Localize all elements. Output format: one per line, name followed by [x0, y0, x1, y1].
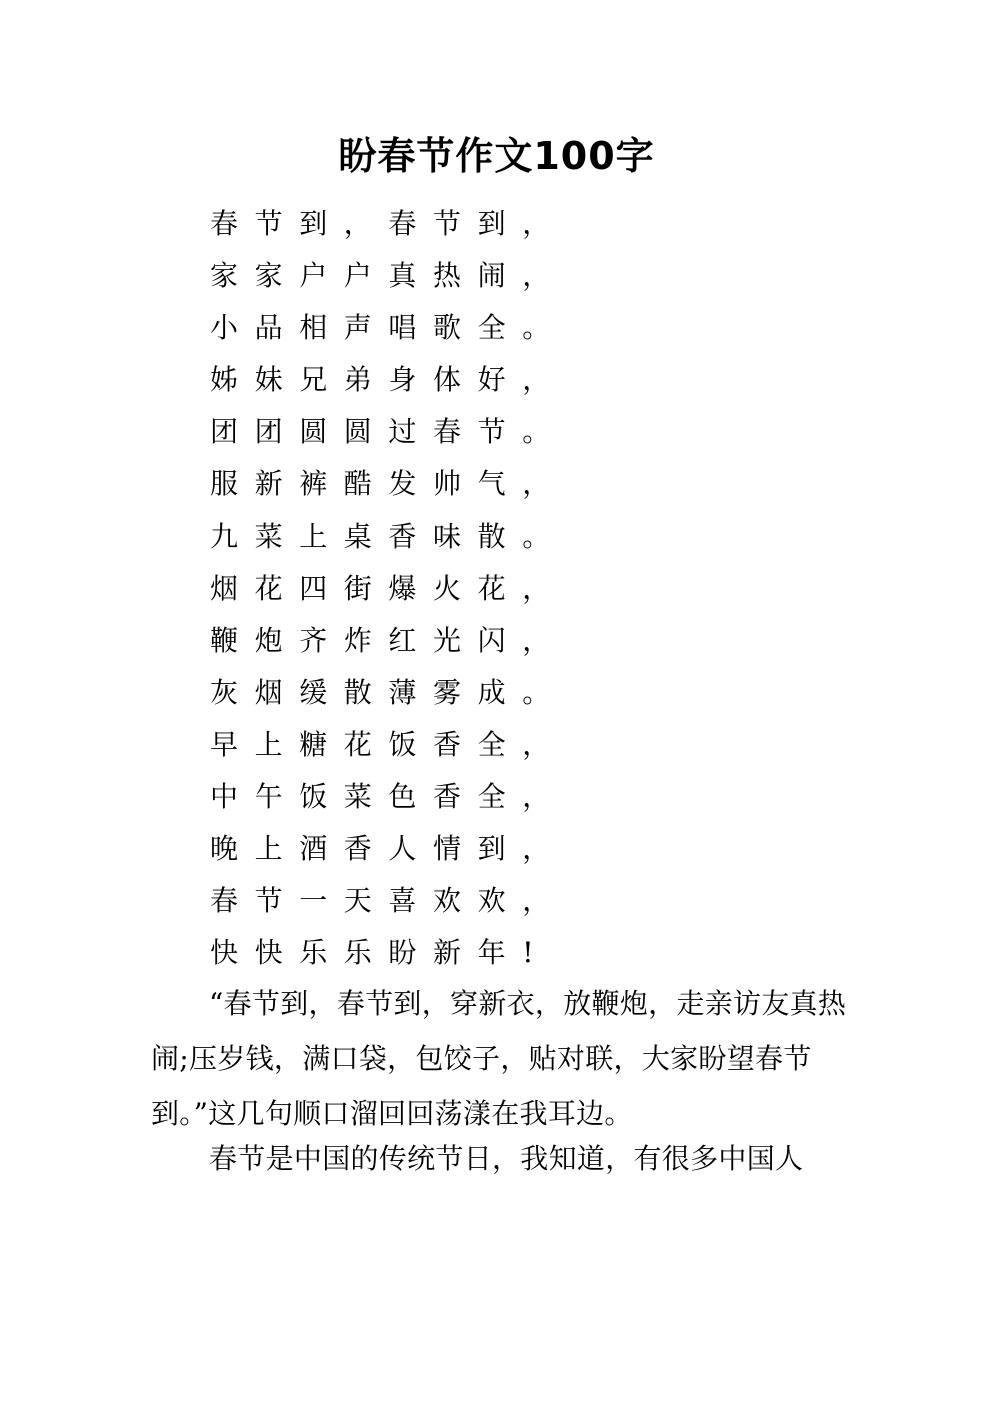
poem-line: 小品相声唱歌全。 [210, 311, 567, 345]
poem-line: 春节到，春节到， [210, 207, 567, 240]
poem-line: 中午饭菜色香全， [210, 780, 567, 814]
poem-line: 姊妹兄弟身体好， [210, 363, 567, 397]
document-title: 盼春节作文100字 [338, 134, 655, 178]
poem-line: 早上糖花饭香全， [210, 727, 567, 761]
body-paragraph: 春节是中国的传统节日，我知道，有很多中国人 [209, 1142, 804, 1175]
poem-line: 烟花四街爆火花， [210, 571, 567, 605]
poem-line: 快快乐乐盼新年! [210, 936, 551, 970]
poem-line: 九菜上桌香味散。 [210, 519, 567, 553]
body-paragraph: “春节到，春节到，穿新衣，放鞭炮，走亲访友真热闹;压岁钱，满口袋，包饺子，贴对联，大家盼望春节到。”这几句顺口溜回回荡漾在我耳边。 [151, 987, 847, 1130]
poem [210, 198, 567, 979]
poem-line: 鞭炮齐炸红光闪， [210, 623, 567, 657]
poem-line: 灰烟缓散薄雾成。 [210, 675, 567, 709]
poem-line: 服新裤酷发帅气， [210, 467, 567, 501]
poem-line: 团团圆圆过春节。 [210, 415, 567, 449]
poem-line: 家家户户真热闹， [210, 259, 567, 293]
poem-line: 春节一天喜欢欢， [210, 884, 567, 918]
poem-line: 晚上酒香人情到， [210, 832, 567, 866]
